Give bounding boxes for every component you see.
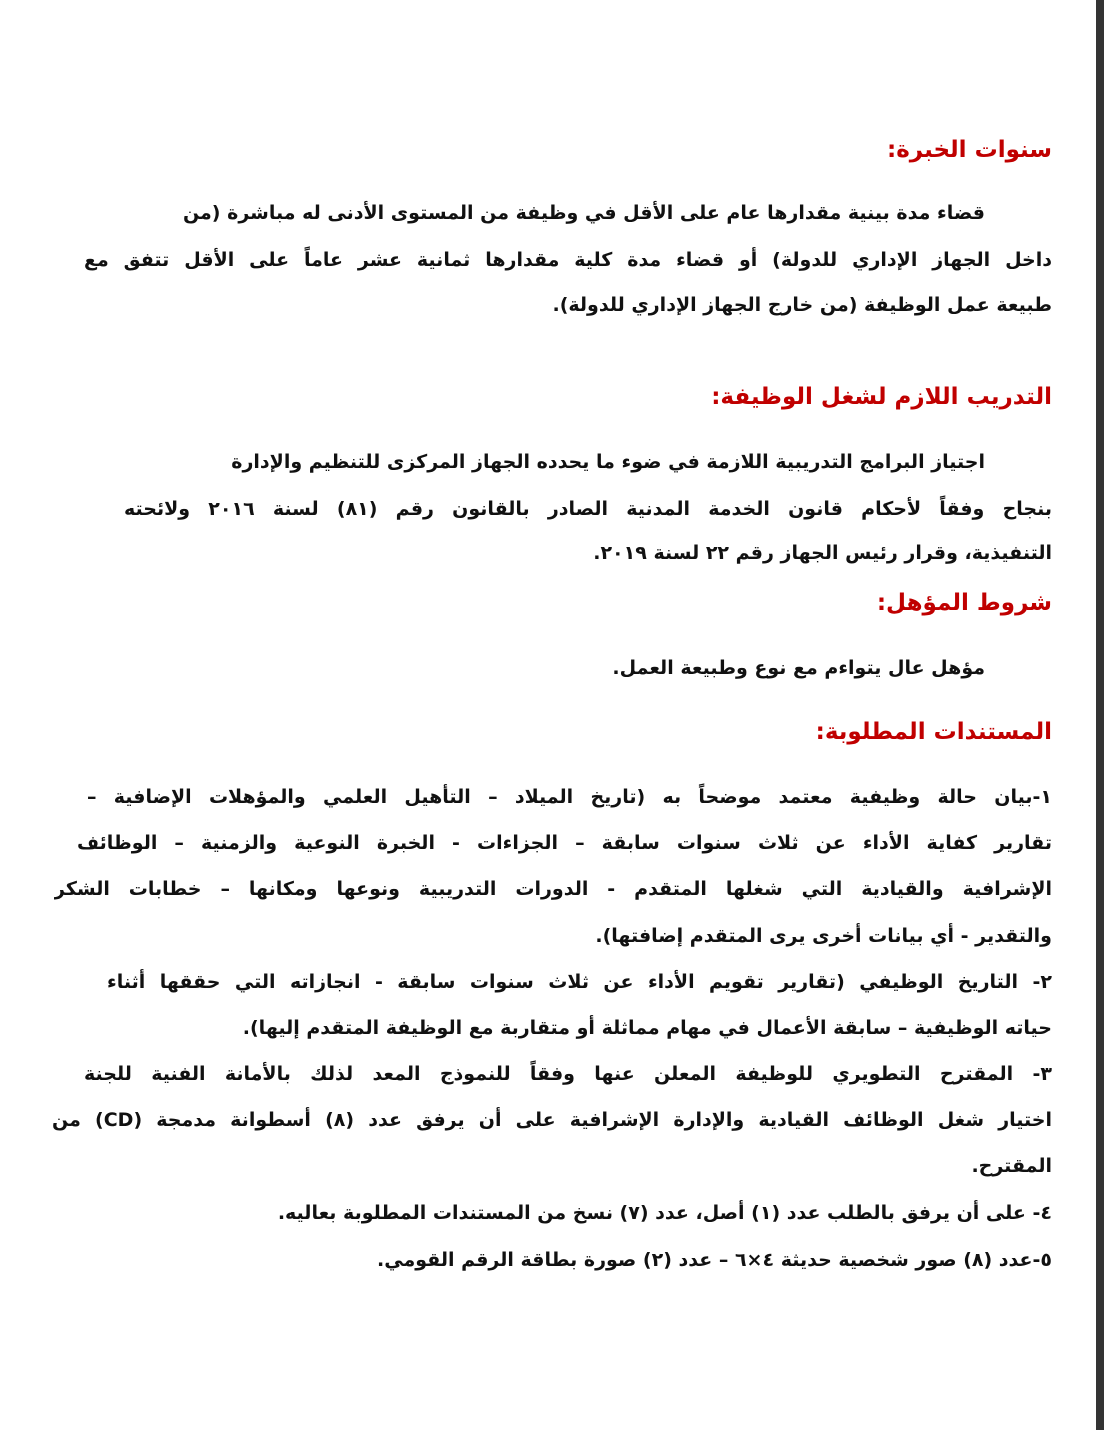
- document-line: والتقدير - أي بيانات أخرى يرى المتقدم إضافتها).: [595, 925, 1052, 947]
- document-line: ٣- المقترح التطويري للوظيفة المعلن عنها وفقاً للنموذج المعد لذلك بالأمانة الفنية للجنة: [84, 1063, 1052, 1085]
- document-line: المقترح.: [971, 1155, 1052, 1177]
- experience-line: داخل الجهاز الإداري للدولة) أو قضاء مدة كلية مقدارها ثمانية عشر عاماً على الأقل تتفق مع: [84, 249, 1052, 271]
- heading-qualification: شروط المؤهل:: [876, 590, 1052, 616]
- qualification-line: مؤهل عال يتواءم مع نوع وطبيعة العمل.: [612, 657, 985, 679]
- training-line: التنفيذية، وقرار رئيس الجهاز رقم ٢٢ لسنة ٢٠١٩.: [593, 542, 1052, 564]
- heading-training: التدريب اللازم لشغل الوظيفة:: [711, 384, 1052, 410]
- document-line: تقارير كفاية الأداء عن ثلاث سنوات سابقة – الجزاءات - الخبرة النوعية والزمنية – الوظائف: [77, 832, 1052, 854]
- document-line: اختيار شغل الوظائف القيادية والإدارة الإشرافية على أن يرفق عدد (٨) أسطوانة مدمجة (CD) من: [52, 1109, 1052, 1131]
- document-line: حياته الوظيفية – سابقة الأعمال في مهام مماثلة أو متقاربة مع الوظيفة المتقدم إليها).: [242, 1017, 1052, 1039]
- training-line: اجتياز البرامج التدريبية اللازمة في ضوء ما يحدده الجهاز المركزى للتنظيم والإدارة: [231, 451, 985, 473]
- page-edge: [1096, 0, 1104, 1430]
- heading-documents: المستندات المطلوبة:: [815, 719, 1052, 745]
- experience-line: طبيعة عمل الوظيفة (من خارج الجهاز الإداري للدولة).: [552, 294, 1052, 316]
- document-line: الإشرافية والقيادية التي شغلها المتقدم - الدورات التدريبية ونوعها ومكانها – خطابات الشكر: [54, 878, 1052, 900]
- heading-experience: سنوات الخبرة:: [887, 137, 1052, 163]
- document-line: ٥-عدد (٨) صور شخصية حديثة ٤×٦ – عدد (٢) صورة بطاقة الرقم القومي.: [377, 1249, 1052, 1271]
- document-line: ٤- على أن يرفق بالطلب عدد (١) أصل، عدد (٧) نسخ من المستندات المطلوبة بعاليه.: [277, 1202, 1052, 1224]
- document-line: ١-بيان حالة وظيفية معتمد موضحاً به (تاريخ الميلاد – التأهيل العلمي والمؤهلات الإضافية –: [87, 786, 1052, 808]
- experience-line: قضاء مدة بينية مقدارها عام على الأقل في وظيفة من المستوى الأدنى له مباشرة (من: [182, 202, 985, 224]
- training-line: بنجاح وفقاً لأحكام قانون الخدمة المدنية الصادر بالقانون رقم (٨١) لسنة ٢٠١٦ ولائحته: [124, 498, 1052, 520]
- document-line: ٢- التاريخ الوظيفي (تقارير تقويم الأداء عن ثلاث سنوات سابقة - انجازاته التي حققها أثناء: [107, 971, 1052, 993]
